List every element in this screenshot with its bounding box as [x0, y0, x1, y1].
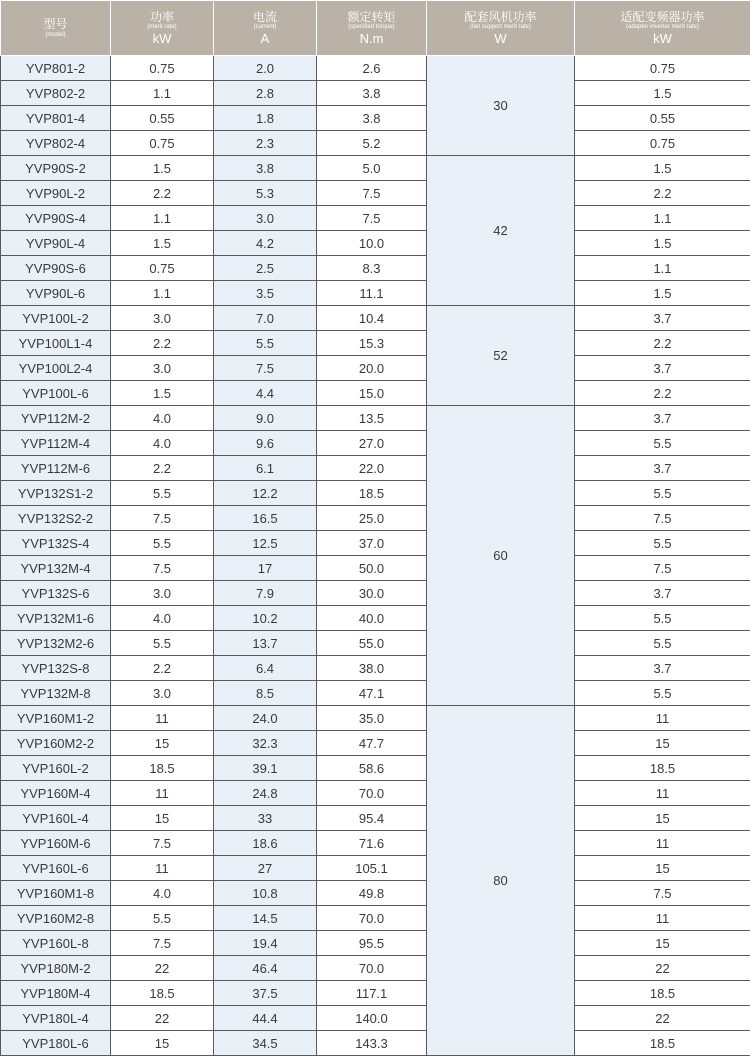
torque-cell: 35.0 [317, 706, 427, 731]
power-cell: 4.0 [111, 881, 214, 906]
model-cell: YVP180M-2 [1, 956, 111, 981]
table-row [1, 556, 750, 581]
power-cell: 7.5 [111, 831, 214, 856]
torque-cell: 5.0 [317, 156, 427, 181]
torque-cell: 7.5 [317, 181, 427, 206]
table-row [1, 581, 750, 606]
inverter-cell: 1.1 [575, 256, 750, 281]
torque-cell: 11.1 [317, 281, 427, 306]
current-cell: 19.4 [214, 931, 317, 956]
model-cell: YVP90L-6 [1, 281, 111, 306]
power-cell: 1.1 [111, 206, 214, 231]
inverter-cell: 3.7 [575, 456, 750, 481]
inverter-cell: 3.7 [575, 306, 750, 331]
model-cell: YVP160M1-2 [1, 706, 111, 731]
current-cell: 6.4 [214, 656, 317, 681]
power-cell: 2.2 [111, 181, 214, 206]
current-cell: 5.5 [214, 331, 317, 356]
header-torque-en: (specified torque) [348, 24, 395, 31]
table-row [1, 131, 750, 156]
inverter-cell: 0.75 [575, 56, 750, 81]
inverter-cell: 1.5 [575, 156, 750, 181]
power-cell: 1.1 [111, 281, 214, 306]
current-cell: 32.3 [214, 731, 317, 756]
inverter-cell: 18.5 [575, 1031, 750, 1056]
power-cell: 2.2 [111, 331, 214, 356]
model-cell: YVP112M-2 [1, 406, 111, 431]
current-cell: 3.5 [214, 281, 317, 306]
power-cell: 18.5 [111, 756, 214, 781]
inverter-cell: 11 [575, 831, 750, 856]
power-cell: 1.5 [111, 231, 214, 256]
power-cell: 0.55 [111, 106, 214, 131]
model-cell: YVP132M-8 [1, 681, 111, 706]
table-row [1, 56, 750, 81]
current-cell: 44.4 [214, 1006, 317, 1031]
inverter-cell: 2.2 [575, 181, 750, 206]
model-cell: YVP90S-2 [1, 156, 111, 181]
current-cell: 9.0 [214, 406, 317, 431]
header-current-zh: 电流 [252, 9, 277, 24]
current-cell: 12.5 [214, 531, 317, 556]
inverter-cell: 15 [575, 806, 750, 831]
power-cell: 3.0 [111, 306, 214, 331]
torque-cell: 40.0 [317, 606, 427, 631]
model-cell: YVP90S-6 [1, 256, 111, 281]
inverter-cell: 1.5 [575, 231, 750, 256]
current-cell: 7.5 [214, 356, 317, 381]
table-row [1, 356, 750, 381]
table-row [1, 856, 750, 881]
current-cell: 8.5 [214, 681, 317, 706]
header-model [1, 1, 111, 56]
table-header [1, 1, 750, 56]
current-cell: 10.2 [214, 606, 317, 631]
table-row [1, 881, 750, 906]
power-cell: 11 [111, 856, 214, 881]
power-cell: 1.5 [111, 156, 214, 181]
power-cell: 3.0 [111, 356, 214, 381]
torque-cell: 27.0 [317, 431, 427, 456]
table-row [1, 731, 750, 756]
header-fan-zh: 配套风机功率 [464, 9, 537, 24]
header-inverter [575, 1, 750, 56]
header-fan-en: (fan support merit rate) [469, 24, 532, 31]
fan-power-cell: 80 [427, 706, 575, 1056]
current-cell: 17 [214, 556, 317, 581]
table-row [1, 656, 750, 681]
model-cell: YVP160M-4 [1, 781, 111, 806]
model-cell: YVP90L-4 [1, 231, 111, 256]
model-cell: YVP180L-6 [1, 1031, 111, 1056]
model-cell: YVP802-2 [1, 81, 111, 106]
model-cell: YVP112M-4 [1, 431, 111, 456]
torque-cell: 20.0 [317, 356, 427, 381]
inverter-cell: 3.7 [575, 406, 750, 431]
header-power-zh: 功率 [149, 9, 174, 24]
current-cell: 24.0 [214, 706, 317, 731]
power-cell: 0.75 [111, 256, 214, 281]
header-current-en: (current) [253, 24, 277, 31]
table-row [1, 331, 750, 356]
current-cell: 13.7 [214, 631, 317, 656]
current-cell: 9.6 [214, 431, 317, 456]
torque-cell: 50.0 [317, 556, 427, 581]
header-power-unit: kW [152, 30, 172, 46]
torque-cell: 71.6 [317, 831, 427, 856]
inverter-cell: 5.5 [575, 606, 750, 631]
table-row [1, 206, 750, 231]
power-cell: 7.5 [111, 506, 214, 531]
inverter-cell: 1.1 [575, 206, 750, 231]
model-cell: YVP112M-6 [1, 456, 111, 481]
torque-cell: 70.0 [317, 781, 427, 806]
model-cell: YVP160M2-2 [1, 731, 111, 756]
table-row [1, 306, 750, 331]
inverter-cell: 5.5 [575, 681, 750, 706]
header-model-en: (model) [45, 31, 66, 38]
current-cell: 16.5 [214, 506, 317, 531]
table-row [1, 506, 750, 531]
table-row [1, 156, 750, 181]
inverter-cell: 7.5 [575, 506, 750, 531]
torque-cell: 13.5 [317, 406, 427, 431]
current-cell: 2.5 [214, 256, 317, 281]
table-row [1, 231, 750, 256]
torque-cell: 5.2 [317, 131, 427, 156]
inverter-cell: 18.5 [575, 981, 750, 1006]
torque-cell: 47.7 [317, 731, 427, 756]
torque-cell: 70.0 [317, 956, 427, 981]
torque-cell: 140.0 [317, 1006, 427, 1031]
header-inverter-en: (adapter inverter merit rate) [625, 24, 700, 31]
torque-cell: 7.5 [317, 206, 427, 231]
table-row [1, 1006, 750, 1031]
header-fan-unit: W [494, 30, 507, 46]
power-cell: 5.5 [111, 906, 214, 931]
current-cell: 1.8 [214, 106, 317, 131]
model-cell: YVP132S-6 [1, 581, 111, 606]
model-cell: YVP132S1-2 [1, 481, 111, 506]
current-cell: 33 [214, 806, 317, 831]
model-cell: YVP160L-6 [1, 856, 111, 881]
inverter-cell: 22 [575, 956, 750, 981]
table-row [1, 406, 750, 431]
power-cell: 15 [111, 731, 214, 756]
model-cell: YVP132S-8 [1, 656, 111, 681]
inverter-cell: 11 [575, 781, 750, 806]
inverter-cell: 3.7 [575, 656, 750, 681]
table-row [1, 256, 750, 281]
inverter-cell: 7.5 [575, 881, 750, 906]
inverter-cell: 5.5 [575, 631, 750, 656]
power-cell: 2.2 [111, 656, 214, 681]
inverter-cell: 7.5 [575, 556, 750, 581]
torque-cell: 37.0 [317, 531, 427, 556]
power-cell: 11 [111, 706, 214, 731]
model-cell: YVP90L-2 [1, 181, 111, 206]
current-cell: 37.5 [214, 981, 317, 1006]
power-cell: 4.0 [111, 431, 214, 456]
fan-power-cell: 52 [427, 306, 575, 406]
power-cell: 3.0 [111, 681, 214, 706]
torque-cell: 3.8 [317, 106, 427, 131]
power-cell: 15 [111, 1031, 214, 1056]
power-cell: 7.5 [111, 556, 214, 581]
torque-cell: 95.5 [317, 931, 427, 956]
power-cell: 22 [111, 956, 214, 981]
header-torque [317, 1, 427, 56]
inverter-cell: 5.5 [575, 531, 750, 556]
table-row [1, 181, 750, 206]
inverter-cell: 2.2 [575, 331, 750, 356]
current-cell: 10.8 [214, 881, 317, 906]
model-cell: YVP132M1-6 [1, 606, 111, 631]
table-row [1, 431, 750, 456]
current-cell: 6.1 [214, 456, 317, 481]
header-fan [427, 1, 575, 56]
table-row [1, 381, 750, 406]
inverter-cell: 3.7 [575, 356, 750, 381]
torque-cell: 22.0 [317, 456, 427, 481]
model-cell: YVP802-4 [1, 131, 111, 156]
model-cell: YVP160L-2 [1, 756, 111, 781]
inverter-cell: 15 [575, 931, 750, 956]
torque-cell: 25.0 [317, 506, 427, 531]
fan-power-cell: 30 [427, 56, 575, 156]
torque-cell: 117.1 [317, 981, 427, 1006]
header-power [111, 1, 214, 56]
torque-cell: 15.3 [317, 331, 427, 356]
model-cell: YVP132M-4 [1, 556, 111, 581]
table-row [1, 81, 750, 106]
inverter-cell: 11 [575, 706, 750, 731]
current-cell: 39.1 [214, 756, 317, 781]
torque-cell: 95.4 [317, 806, 427, 831]
torque-cell: 49.8 [317, 881, 427, 906]
current-cell: 4.2 [214, 231, 317, 256]
torque-cell: 10.4 [317, 306, 427, 331]
current-cell: 18.6 [214, 831, 317, 856]
model-cell: YVP100L-2 [1, 306, 111, 331]
model-cell: YVP160M2-8 [1, 906, 111, 931]
fan-power-cell: 60 [427, 406, 575, 706]
table-row [1, 931, 750, 956]
power-cell: 0.75 [111, 56, 214, 81]
torque-cell: 18.5 [317, 481, 427, 506]
table-row [1, 756, 750, 781]
model-cell: YVP100L1-4 [1, 331, 111, 356]
current-cell: 2.8 [214, 81, 317, 106]
model-cell: YVP132M2-6 [1, 631, 111, 656]
torque-cell: 58.6 [317, 756, 427, 781]
header-inverter-unit: kW [653, 30, 672, 46]
torque-cell: 70.0 [317, 906, 427, 931]
torque-cell: 8.3 [317, 256, 427, 281]
table-row [1, 456, 750, 481]
power-cell: 1.5 [111, 381, 214, 406]
table-body [1, 56, 750, 1056]
header-power-en: (merit rate) [147, 24, 177, 31]
current-cell: 2.3 [214, 131, 317, 156]
current-cell: 7.0 [214, 306, 317, 331]
power-cell: 4.0 [111, 606, 214, 631]
fan-power-cell: 42 [427, 156, 575, 306]
table-row [1, 1031, 750, 1056]
table-row [1, 531, 750, 556]
torque-cell: 55.0 [317, 631, 427, 656]
table-row [1, 806, 750, 831]
table-row [1, 481, 750, 506]
inverter-cell: 1.5 [575, 281, 750, 306]
inverter-cell: 11 [575, 906, 750, 931]
torque-cell: 2.6 [317, 56, 427, 81]
power-cell: 2.2 [111, 456, 214, 481]
torque-cell: 143.3 [317, 1031, 427, 1056]
inverter-cell: 3.7 [575, 581, 750, 606]
model-cell: YVP160M-6 [1, 831, 111, 856]
current-cell: 5.3 [214, 181, 317, 206]
inverter-cell: 15 [575, 856, 750, 881]
power-cell: 5.5 [111, 631, 214, 656]
table-row [1, 106, 750, 131]
power-cell: 5.5 [111, 481, 214, 506]
model-cell: YVP160L-8 [1, 931, 111, 956]
inverter-cell: 0.55 [575, 106, 750, 131]
current-cell: 46.4 [214, 956, 317, 981]
current-cell: 27 [214, 856, 317, 881]
power-cell: 4.0 [111, 406, 214, 431]
inverter-cell: 5.5 [575, 431, 750, 456]
current-cell: 12.2 [214, 481, 317, 506]
table-row [1, 631, 750, 656]
header-current [214, 1, 317, 56]
header-current-unit: A [260, 30, 270, 46]
current-cell: 24.8 [214, 781, 317, 806]
model-cell: YVP90S-4 [1, 206, 111, 231]
table-row [1, 281, 750, 306]
current-cell: 14.5 [214, 906, 317, 931]
table-row [1, 906, 750, 931]
table-row [1, 781, 750, 806]
model-cell: YVP180M-4 [1, 981, 111, 1006]
table-row [1, 681, 750, 706]
power-cell: 1.1 [111, 81, 214, 106]
torque-cell: 3.8 [317, 81, 427, 106]
header-model-zh: 型号 [43, 17, 68, 32]
header-torque-unit: N.m [359, 30, 384, 46]
model-cell: YVP132S2-2 [1, 506, 111, 531]
model-cell: YVP160M1-8 [1, 881, 111, 906]
torque-cell: 47.1 [317, 681, 427, 706]
inverter-cell: 5.5 [575, 481, 750, 506]
current-cell: 4.4 [214, 381, 317, 406]
inverter-cell: 18.5 [575, 756, 750, 781]
current-cell: 3.8 [214, 156, 317, 181]
current-cell: 3.0 [214, 206, 317, 231]
table-row [1, 981, 750, 1006]
current-cell: 7.9 [214, 581, 317, 606]
torque-cell: 15.0 [317, 381, 427, 406]
current-cell: 2.0 [214, 56, 317, 81]
header-row [1, 1, 750, 56]
power-cell: 18.5 [111, 981, 214, 1006]
power-cell: 0.75 [111, 131, 214, 156]
table-row [1, 706, 750, 731]
inverter-cell: 1.5 [575, 81, 750, 106]
model-cell: YVP160L-4 [1, 806, 111, 831]
header-torque-zh: 额定转矩 [347, 9, 396, 24]
inverter-cell: 15 [575, 731, 750, 756]
power-cell: 22 [111, 1006, 214, 1031]
torque-cell: 105.1 [317, 856, 427, 881]
torque-cell: 38.0 [317, 656, 427, 681]
model-cell: YVP801-2 [1, 56, 111, 81]
table-row [1, 606, 750, 631]
model-cell: YVP132S-4 [1, 531, 111, 556]
model-cell: YVP100L-6 [1, 381, 111, 406]
table-row [1, 831, 750, 856]
inverter-cell: 2.2 [575, 381, 750, 406]
power-cell: 15 [111, 806, 214, 831]
header-inverter-zh: 适配变频器功率 [620, 9, 705, 24]
model-cell: YVP801-4 [1, 106, 111, 131]
model-cell: YVP100L2-4 [1, 356, 111, 381]
inverter-cell: 0.75 [575, 131, 750, 156]
current-cell: 34.5 [214, 1031, 317, 1056]
inverter-cell: 22 [575, 1006, 750, 1031]
model-cell: YVP180L-4 [1, 1006, 111, 1031]
table-row [1, 956, 750, 981]
power-cell: 3.0 [111, 581, 214, 606]
torque-cell: 30.0 [317, 581, 427, 606]
torque-cell: 10.0 [317, 231, 427, 256]
power-cell: 7.5 [111, 931, 214, 956]
power-cell: 11 [111, 781, 214, 806]
power-cell: 5.5 [111, 531, 214, 556]
